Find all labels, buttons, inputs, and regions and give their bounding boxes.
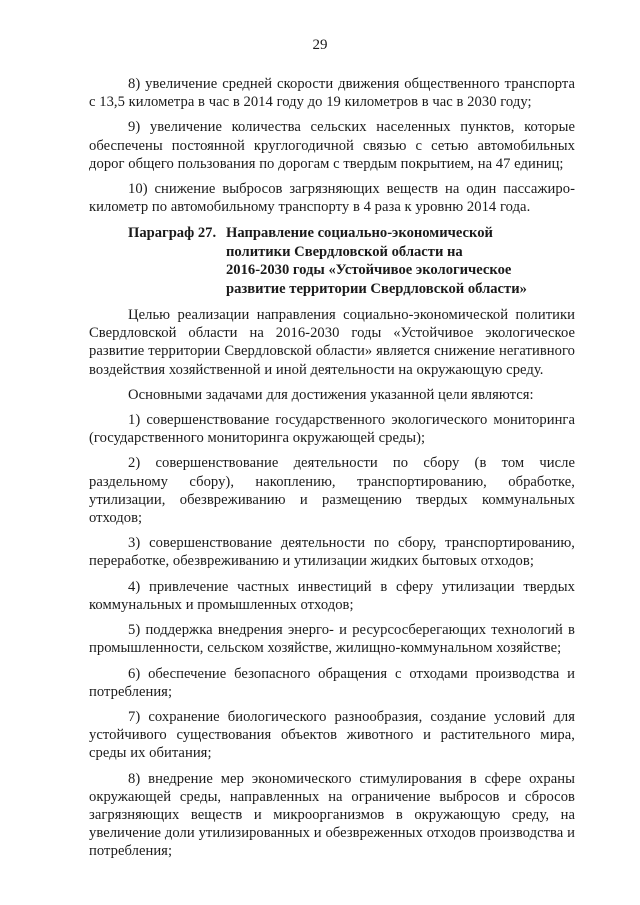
list-item: 10) снижение выбросов загрязняющих веществ на один пассажиро-километр по автомобильному транспорту в 4 раза к уровню 2014 года. (89, 181, 575, 216)
task-item: 4) привлечение частных инвестиций в сферу утилизации твердых коммунальных и промышленных отходов; (89, 578, 575, 613)
section-heading-label: Параграф 27. (128, 225, 217, 242)
task-item: 7) сохранение биологического разнообразия, создание условий для устойчивого существования объектов животного и растительного мира, среды их обитания; (89, 708, 575, 762)
list-item: 9) увеличение количества сельских населенных пунктов, которые обеспечены постоянной круглогодичной связью с сетью автомобильных дорог общего пользования по дорогам с твердым покрытием, на 47 единиц; (89, 119, 575, 172)
document-body (89, 75, 575, 868)
section-heading-line: Направление социально-экономической (226, 225, 493, 242)
section-heading-line: политики Свердловской области на (226, 243, 463, 260)
page-number: 29 (312, 37, 328, 53)
section-heading (89, 224, 575, 298)
task-item: 3) совершенствование деятельности по сбору, транспортированию, переработке, обезвреживанию и утилизации жидких бытовых отходов; (89, 535, 575, 570)
task-item: 1) совершенствование государственного экологического мониторинга (государственного мониторинга окружающей среды); (89, 412, 575, 447)
task-item: 2) совершенствование деятельности по сбору (в том числе раздельному сбору), накоплению, транспортированию, обработке, утилизации, обезвреживанию и размещению твердых коммунальных отходов; (89, 455, 575, 527)
task-item: 6) обеспечение безопасного обращения с отходами производства и потребления; (89, 665, 575, 700)
tasks-intro: Основными задачами для достижения указанной цели являются: (128, 386, 534, 403)
task-item: 5) поддержка внедрения энерго- и ресурсосберегающих технологий в промышленности, сельском хозяйстве, жилищно-коммунальном хозяйстве; (89, 622, 575, 657)
section-heading-line: развитие территории Свердловской области» (226, 280, 527, 297)
list-item: 8) увеличение средней скорости движения общественного транспорта с 13,5 километра в час в 2014 году до 19 километров в час в 2030 году; (89, 76, 575, 111)
task-item: 8) внедрение мер экономического стимулирования в сфере охраны окружающей среды, направленных на ограничение выбросов и сбросов загрязняющих веществ и микроорганизмов в окружающую среду, на увеличение доли утилизированных и обезвреженных отходов производства и потребления; (89, 770, 575, 860)
intro-paragraph: Целью реализации направления социально-экономической политики Свердловской области на 2016-2030 годы «Устойчивое экологическое развитие территории Свердловской области» является снижение негативного воздействия хозяйственной и иной деятельности на окружающую среду. (89, 307, 575, 378)
section-heading-line: 2016-2030 годы «Устойчивое экологическое (226, 262, 512, 279)
